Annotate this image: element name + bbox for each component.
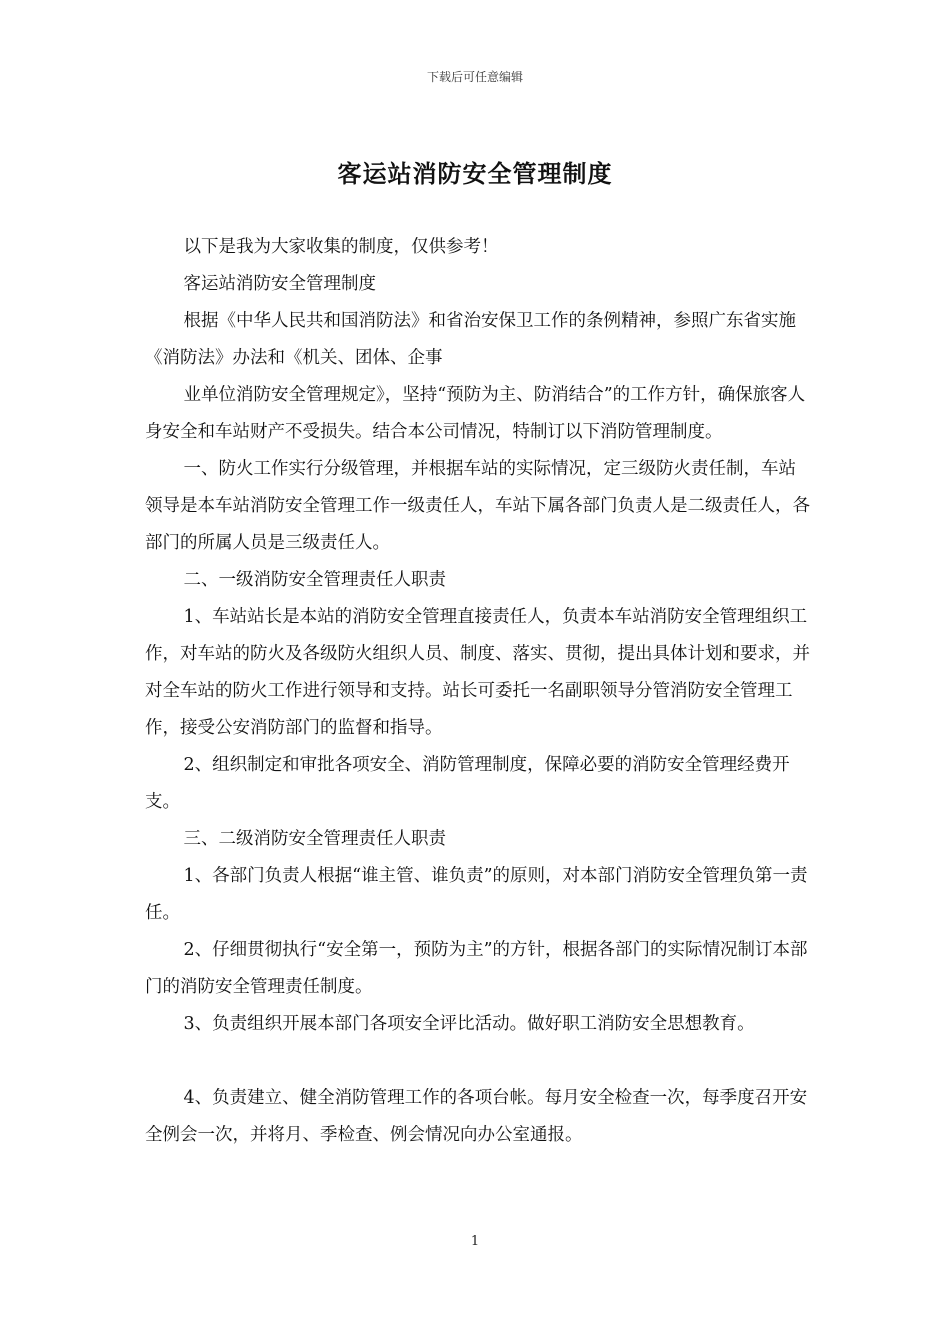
section-heading: 二、一级消防安全管理责任人职责: [183, 570, 446, 590]
section-heading: 三、二级消防安全管理责任人职责: [183, 829, 446, 849]
paragraph: 2、仔细贯彻执行“安全第一，预防为主”的方针，根据各部门的实际情况制订本部门的消防安全管理责任制度。: [145, 940, 808, 997]
paragraph: 3、负责组织开展本部门各项安全评比活动。做好职工消防安全思想教育。: [183, 1014, 755, 1034]
paragraph: 2、组织制定和审批各项安全、消防管理制度，保障必要的消防安全管理经费开支。: [145, 755, 790, 812]
paragraph: 1、各部门负责人根据“谁主管、谁负责”的原则，对本部门消防安全管理负第一责任。: [145, 866, 808, 923]
paragraph: 一、防火工作实行分级管理，并根据车站的实际情况，定三级防火责任制，车站领导是本车站消防安全管理工作一级责任人，车站下属各部门负责人是二级责任人，各部门的所属人员是三级责任人。: [145, 459, 810, 553]
document-title: 客运站消防安全管理制度: [337, 160, 613, 188]
document-body: [145, 229, 810, 1154]
header-note: 下载后可任意编辑: [426, 70, 523, 84]
paragraph-intro: 以下是我为大家收集的制度，仅供参考！: [183, 237, 499, 257]
paragraph: 业单位消防安全管理规定》，坚持“预防为主、防消结合”的工作方针，确保旅客人身安全和车站财产不受损失。结合本公司情况，特制订以下消防管理制度。: [145, 385, 806, 442]
paragraph: 4、负责建立、健全消防管理工作的各项台帐。每月安全检查一次，每季度召开安全例会一次，并将月、季检查、例会情况向办公室通报。: [145, 1088, 808, 1145]
paragraph: 根据《中华人民共和国消防法》和省治安保卫工作的条例精神，参照广东省实施《消防法》办法和《机关、团体、企事: [145, 311, 796, 368]
paragraph-subtitle: 客运站消防安全管理制度: [183, 274, 376, 294]
paragraph: 1、车站站长是本站的消防安全管理直接责任人，负责本车站消防安全管理组织工作，对车站的防火及各级防火组织人员、制度、落实、贯彻，提出具体计划和要求，并对全车站的防火工作进行领导和支持。站长可委托一名副职领导分管消防安全管理工作，接受公安消防部门的监督和指导。: [145, 607, 810, 738]
page-number: 1: [470, 1234, 480, 1249]
